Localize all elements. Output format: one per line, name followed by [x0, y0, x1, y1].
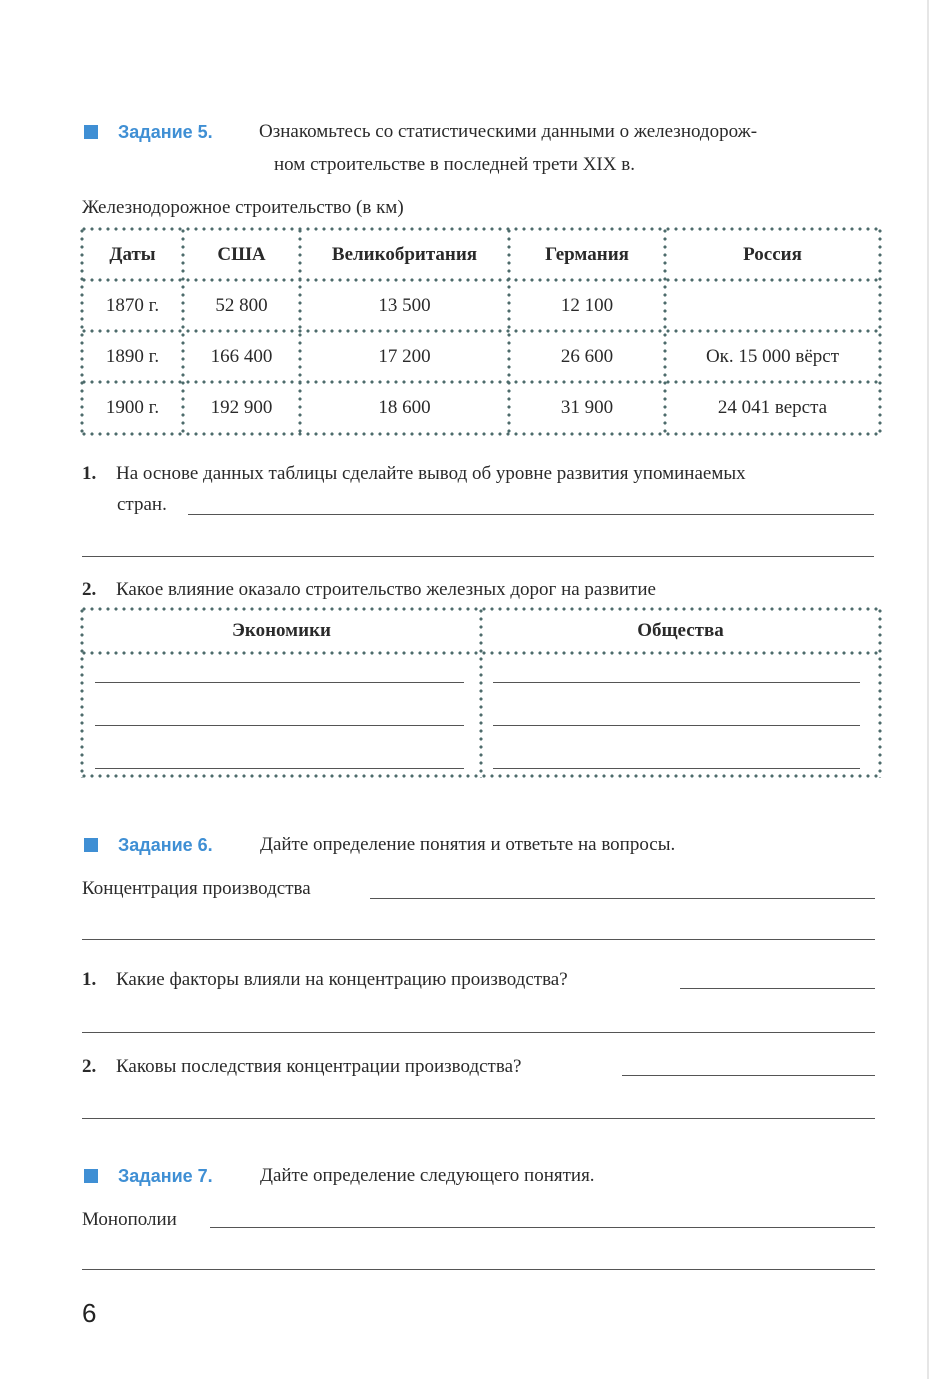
square-bullet-icon	[84, 125, 98, 139]
page-edge	[927, 0, 929, 1379]
table-cell: 12 100	[560, 294, 614, 316]
table-header-cell: Германия	[545, 243, 629, 265]
economy-header: Экономики	[232, 620, 331, 641]
society-answer-line[interactable]	[493, 682, 860, 683]
task7-text: Дайте определение следующего понятия.	[260, 1165, 595, 1186]
table-header-cell: США	[217, 243, 266, 265]
table-cell: 13 500	[378, 294, 431, 316]
answer-line[interactable]	[680, 988, 875, 989]
table-cell: 166 400	[210, 345, 273, 367]
task7-label: Задание 7.	[118, 1166, 213, 1186]
answer-line[interactable]	[370, 898, 875, 899]
answer-line[interactable]	[82, 1118, 875, 1119]
answer-line[interactable]	[82, 939, 875, 940]
task5-question1-line2: стран.	[117, 494, 167, 515]
task6-heading	[84, 829, 884, 863]
question-text: Каковы последствия концентрации производства?	[116, 1056, 522, 1077]
task6-text: Дайте определение понятия и ответьте на вопросы.	[260, 834, 676, 855]
table-header-cell: Великобритания	[331, 243, 478, 265]
answer-line[interactable]	[210, 1227, 875, 1228]
table-cell-empty	[667, 282, 878, 329]
table-cell: 192 900	[210, 397, 273, 418]
question-number: 1.	[82, 969, 97, 990]
table-header-cell: Даты	[109, 243, 156, 265]
task6-question2	[82, 1054, 521, 1080]
table-cell: 52 800	[215, 294, 268, 316]
question-number: 2.	[82, 579, 97, 600]
table-cell: 1900 г.	[105, 397, 160, 418]
answer-line[interactable]	[188, 514, 874, 515]
term-monopolies: Монополии	[82, 1209, 177, 1230]
question-text: Какие факторы влияли на концентрацию производства?	[116, 969, 568, 990]
task5-text-line2: ном строительстве в последней трети XIX в.	[274, 154, 635, 175]
page-number: 6	[82, 1298, 97, 1328]
answer-line[interactable]	[82, 1032, 875, 1033]
task5-question2	[82, 577, 656, 603]
table-cell: 24 041 верста	[717, 397, 828, 418]
economy-answer-line[interactable]	[95, 725, 464, 726]
square-bullet-icon	[84, 838, 98, 852]
task5-text-line1: Ознакомьтесь со статистическими данными о железнодорож-	[259, 121, 758, 142]
table-cell: 17 200	[378, 345, 431, 367]
term-concentration: Концентрация производства	[82, 878, 311, 899]
table-cell: 1890 г.	[105, 345, 160, 367]
answer-line[interactable]	[622, 1075, 875, 1076]
society-header: Общества	[637, 620, 724, 641]
task5-question1	[82, 461, 746, 487]
table-cell: 18 600	[378, 397, 431, 418]
economy-answer-line[interactable]	[95, 682, 464, 683]
table-cell: Ок. 15 000 вёрст	[705, 345, 840, 367]
society-answer-line[interactable]	[493, 725, 860, 726]
question-number: 2.	[82, 1056, 97, 1077]
table-border	[80, 432, 882, 436]
task6-label: Задание 6.	[118, 835, 213, 855]
question-text: Какое влияние оказало строительство железных дорог на развитие	[116, 579, 656, 600]
question-text: На основе данных таблицы сделайте вывод об уровне развития упоминаемых	[116, 463, 746, 484]
society-answer-line[interactable]	[493, 768, 860, 769]
economy-answer-line[interactable]	[95, 768, 464, 769]
answer-line[interactable]	[82, 556, 874, 557]
square-bullet-icon	[84, 1169, 98, 1183]
answer-line[interactable]	[82, 1269, 875, 1270]
task5-heading	[84, 116, 884, 186]
task6-question1	[82, 967, 568, 993]
task5-label: Задание 5.	[118, 122, 213, 142]
question-number: 1.	[82, 463, 97, 484]
table-cell: 31 900	[560, 397, 614, 418]
table-caption: Железнодорожное строительство (в км)	[82, 197, 404, 218]
table-border	[878, 227, 882, 436]
table-border	[878, 607, 882, 778]
task7-heading	[84, 1160, 884, 1194]
table-cell: 26 600	[560, 345, 614, 367]
table-header-cell: Россия	[743, 243, 802, 265]
table-cell: 1870 г.	[105, 294, 160, 316]
